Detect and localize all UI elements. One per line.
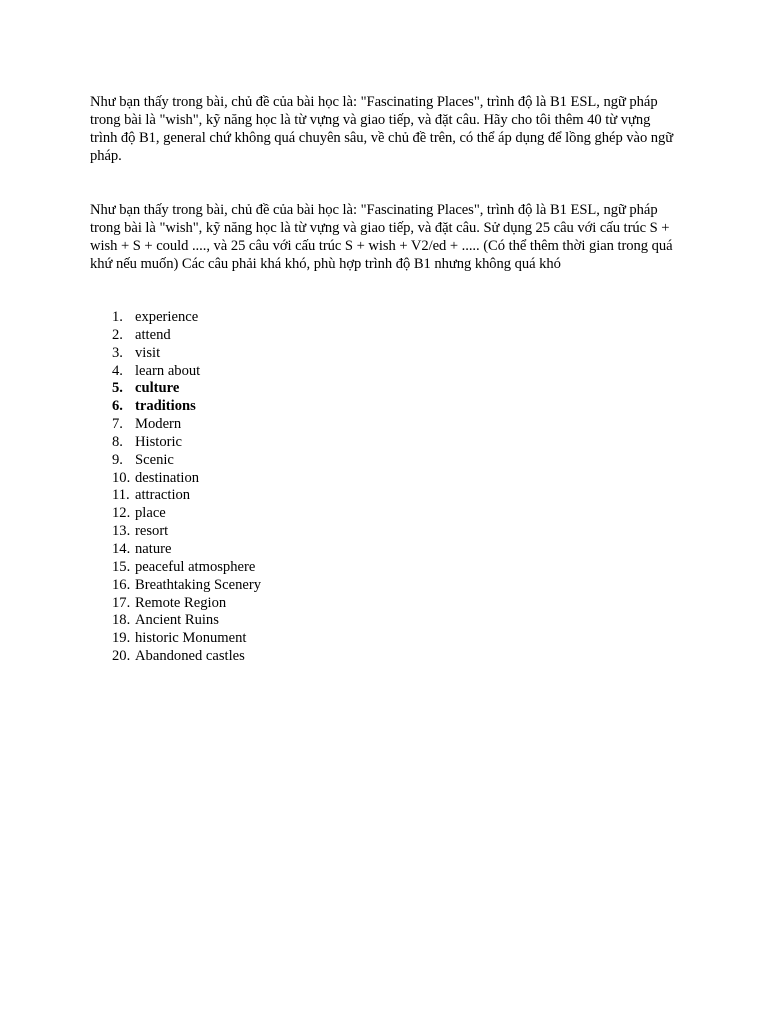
list-item-text: Remote Region bbox=[135, 594, 227, 611]
list-item-number: 3. bbox=[112, 344, 123, 361]
list-item bbox=[90, 327, 680, 345]
list-item-number: 9. bbox=[112, 451, 123, 468]
list-item-text: learn about bbox=[135, 362, 201, 379]
list-item-text: destination bbox=[135, 469, 200, 486]
list-item bbox=[90, 523, 680, 541]
list-item bbox=[90, 595, 680, 613]
list-item-number: 14. bbox=[112, 540, 131, 557]
prompt-paragraph-1: Như bạn thấy trong bài, chủ đề của bài học là: "Fascinating Places", trình độ là B1 ESL, ngữ pháp trong bài là "wish", kỹ năng học là từ vựng và giao tiếp, và đặt câu. Hãy cho tôi thêm 40 từ vựng trình độ B1, general chứ không quá chuyên sâu, về chủ đề trên, có thể áp dụng để lồng ghép vào ngữ pháp. bbox=[90, 94, 674, 164]
list-item bbox=[90, 363, 680, 381]
list-item-text: nature bbox=[135, 540, 172, 557]
list-item-number: 8. bbox=[112, 433, 123, 450]
list-item-number: 7. bbox=[112, 416, 123, 433]
list-item bbox=[90, 434, 680, 452]
list-item bbox=[90, 559, 680, 577]
list-item-number: 2. bbox=[112, 326, 123, 343]
list-item-number: 15. bbox=[112, 558, 131, 575]
list-item-number: 16. bbox=[112, 576, 131, 593]
list-item-number: 11. bbox=[112, 487, 130, 504]
list-item-text: Historic bbox=[135, 433, 183, 450]
list-item bbox=[90, 416, 680, 434]
list-item bbox=[90, 630, 680, 648]
list-item-text: traditions bbox=[135, 398, 196, 415]
list-item-text: Abandoned castles bbox=[135, 648, 245, 665]
list-item bbox=[90, 577, 680, 595]
list-item-number: 1. bbox=[112, 309, 123, 325]
list-item-text: resort bbox=[135, 523, 169, 540]
list-item-text: Scenic bbox=[135, 451, 174, 468]
list-item-number: 13. bbox=[112, 523, 131, 540]
list-item bbox=[90, 452, 680, 470]
vocabulary-list bbox=[90, 309, 680, 666]
list-item-text: visit bbox=[135, 344, 161, 361]
list-item-number: 12. bbox=[112, 505, 131, 522]
list-item-number: 6. bbox=[112, 398, 123, 415]
list-item-text: attraction bbox=[135, 487, 191, 504]
list-item-text: historic Monument bbox=[135, 630, 247, 647]
list-item-number: 17. bbox=[112, 594, 131, 611]
list-item bbox=[90, 541, 680, 559]
list-item bbox=[90, 612, 680, 630]
list-item-number: 4. bbox=[112, 362, 123, 379]
list-item bbox=[90, 380, 680, 398]
list-item-text: culture bbox=[135, 380, 180, 397]
list-item bbox=[90, 309, 680, 327]
list-item bbox=[90, 505, 680, 523]
prompt-paragraph-2: Như bạn thấy trong bài, chủ đề của bài học là: "Fascinating Places", trình độ là B1 ESL, ngữ pháp trong bài là "wish", kỹ năng học là từ vựng và giao tiếp, và đặt câu. Sử dụng 25 câu với cấu trúc S + wish + S + could ...., và 25 câu với cấu trúc S + wish + V2/ed + ..... (Có thể thêm thời gian trong quá khứ nếu muốn) Các câu phải khá khó, phù hợp trình độ B1 nhưng không quá khó bbox=[90, 202, 673, 272]
list-item-text: peaceful atmosphere bbox=[135, 558, 256, 575]
list-item-number: 5. bbox=[112, 380, 123, 397]
list-item-text: place bbox=[135, 505, 166, 522]
list-item bbox=[90, 648, 680, 666]
list-item-number: 10. bbox=[112, 469, 131, 486]
list-item-number: 20. bbox=[112, 648, 131, 665]
document-page bbox=[90, 93, 680, 666]
list-item-number: 18. bbox=[112, 612, 131, 629]
list-item-text: experience bbox=[135, 309, 199, 325]
list-item-text: attend bbox=[135, 326, 171, 343]
list-item bbox=[90, 345, 680, 363]
list-item-number: 19. bbox=[112, 630, 131, 647]
list-item bbox=[90, 470, 680, 488]
list-item-text: Breathtaking Scenery bbox=[135, 576, 262, 593]
list-item-text: Modern bbox=[135, 416, 182, 433]
list-item bbox=[90, 398, 680, 416]
list-item bbox=[90, 487, 680, 505]
list-item-text: Ancient Ruins bbox=[135, 612, 219, 629]
